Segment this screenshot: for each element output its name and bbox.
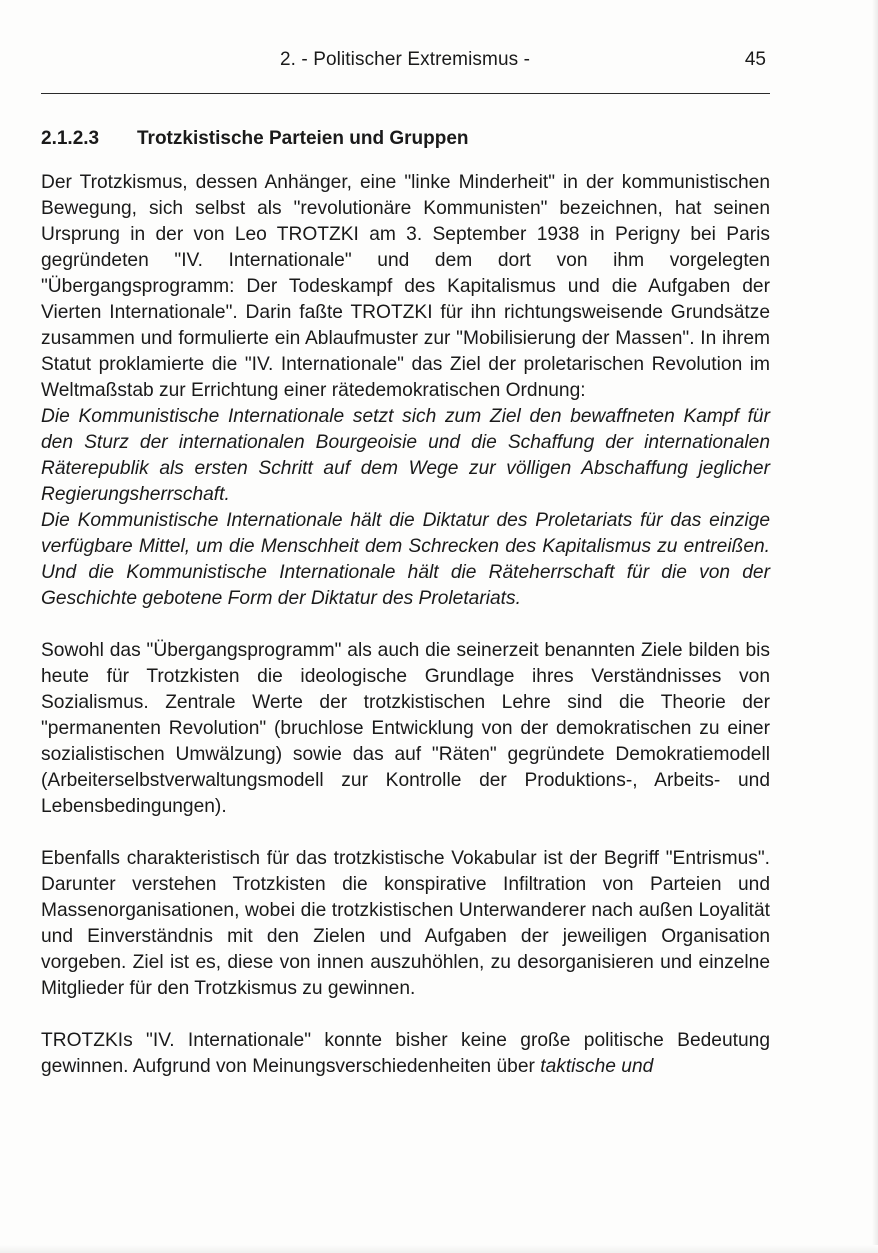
paragraph-trotzkismus-origin: Der Trotzkismus, dessen Anhänger, eine "linke Minderheit" in der kommunistischen Bewegung, sich selbst als "revolutionäre Kommunisten" bezeichnen, hat seinen Ursprung in der von Leo TROTZKI am 3. September 1938 in Perigny bei Paris gegründeten "IV. Internationale" und dem dort von ihm vorgelegten "Übergangsprogramm: Der Todeskampf des Kapitalismus und die Aufgaben der Vierten Internationale". Darin faßte TROTZKI für ihn richtungsweisende Grundsätze zusammen und formulierte ein Ablaufmuster zur "Mobilisierung der Massen". In ihrem Statut proklamierte die "IV. Internationale" das Ziel der proletarischen Revolution im Weltmaßstab zur Errichtung einer rätedemokratischen Ordnung: <box>41 172 770 401</box>
paragraph-internationale-text: TROTZKIs "IV. Internationale" konnte bisher keine große politische Bedeutung gewinnen. Aufgrund von Meinungsverschiedenheiten über <box>41 1030 770 1077</box>
header-rule <box>41 93 770 94</box>
page-bottom-shadow <box>0 1245 878 1253</box>
running-header-title: 2. - Politischer Extremismus - <box>279 49 531 70</box>
running-header <box>40 45 770 75</box>
page-number: 45 <box>744 49 766 70</box>
page-edge-shadow <box>872 0 878 1253</box>
section-title: Trotzkistische Parteien und Gruppen <box>137 128 469 149</box>
paragraph-internationale <box>41 1028 770 1080</box>
section-heading <box>41 128 469 150</box>
paragraph-entrismus: Ebenfalls charakteristisch für das trotzkistische Vokabular ist der Begriff "Entrismus". Darunter verstehen Trotzkisten die konspirative Infiltration von Parteien und Massenorganisationen, wobei die trotzkistischen Unterwanderer nach außen Loyalität und Einverständnis mit den Zielen und Aufgaben der jeweiligen Organisation vorgeben. Ziel ist es, diese von innen auszuhöhlen, zu desorganisieren und einzelne Mitglieder für den Trotzkismus zu gewinnen. <box>41 848 770 999</box>
section-number: 2.1.2.3 <box>41 128 100 149</box>
paragraph-internationale-italic: taktische und <box>540 1056 654 1077</box>
quote-kampf: Die Kommunistische Internationale setzt sich zum Ziel den bewaffneten Kampf für den Sturz der internationalen Bourgeoisie und die Schaffung der internationalen Räterepublik als ersten Schritt auf dem Wege zur völligen Abschaffung jeglicher Regierungsherrschaft. <box>41 406 770 505</box>
paragraph-uebergangsprogramm: Sowohl das "Übergangsprogramm" als auch die seinerzeit benannten Ziele bilden bis heute für Trotzkisten die ideologische Grundlage ihres Verständnisses von Sozialismus. Zentrale Werte der trotzkistischen Lehre sind die Theorie der "permanenten Revolution" (bruchlose Entwicklung von der demokratischen zu einer sozialistischen Umwälzung) sowie das auf "Räten" gegründete Demokratiemodell (Arbeiterselbstverwaltungsmodell zur Kontrolle der Produktions-, Arbeits- und Lebensbedingungen). <box>41 640 770 817</box>
body-text <box>41 170 770 1080</box>
quote-diktatur: Die Kommunistische Internationale hält die Diktatur des Proletariats für das einzige verfügbare Mittel, um die Menschheit dem Schrecken des Kapitalismus zu entreißen. Und die Kommunistische Internationale hält die Räteherrschaft für die von der Geschichte gebotene Form der Diktatur des Proletariats. <box>41 510 770 609</box>
